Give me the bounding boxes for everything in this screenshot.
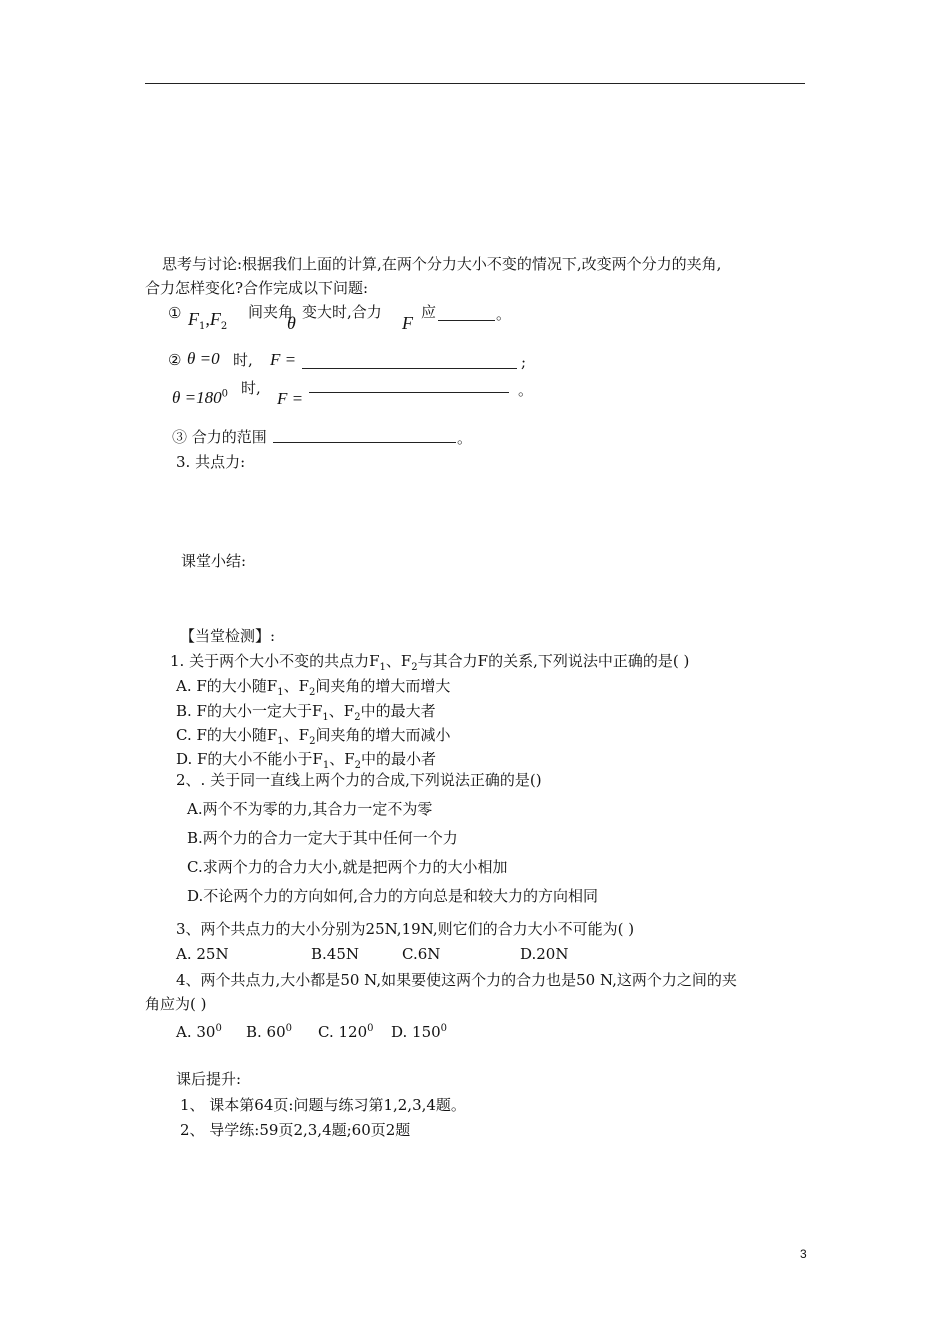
item-2-end: ;	[521, 353, 527, 371]
q1-d-text-2: 、F	[329, 750, 355, 768]
f2-subscript: 2	[220, 321, 228, 333]
f-symbol: F	[402, 313, 413, 333]
test-q1-option-c[interactable]	[176, 725, 450, 752]
test-q1-option-b[interactable]	[176, 701, 436, 728]
q1-c-text-3: 间夹角的增大而减小	[315, 726, 451, 744]
q1-b-sub-2: 2	[354, 712, 361, 723]
q1-c-text-1: C. F的大小随F	[176, 726, 278, 744]
item-1-end: 。	[496, 305, 512, 323]
test-q4-line-1: 4、两个共点力,大小都是50 N,如果要使这两个力的合力也是50 N,这两个力之间的夹	[176, 971, 737, 989]
test-q4-line-2: 角应为( )	[145, 995, 207, 1013]
item-3-text: ③ 合力的范围	[172, 428, 267, 446]
test-heading: 【当堂检测】:	[180, 627, 276, 645]
answer-blank-2[interactable]	[302, 354, 517, 373]
discussion-line-1: 思考与讨论:根据我们上面的计算,在两个分力大小不变的情况下,改变两个分力的夹角,	[162, 255, 722, 273]
comma: ,	[205, 309, 210, 329]
theta-180-expr: θ =180	[172, 388, 222, 407]
test-q1-option-a[interactable]	[176, 676, 450, 703]
item-1-text-2: 变大时,合力	[302, 303, 382, 321]
header-rule	[145, 83, 805, 84]
homework-heading: 课后提升:	[176, 1070, 242, 1088]
f2-symbol: F	[209, 309, 221, 329]
q1-a-text-1: A. F的大小随F	[176, 677, 278, 695]
q4-d-deg: 0	[440, 1023, 448, 1034]
test-q2-option-a[interactable]: A.两个不为零的力,其合力一定不为零	[187, 800, 433, 818]
item-2b-end: 。	[518, 381, 534, 399]
degree-superscript: 0	[221, 388, 228, 400]
q1-c-sub-2: 2	[309, 736, 316, 747]
q1-b-text-3: 中的最大者	[360, 702, 436, 720]
item-3-end: 。	[457, 429, 473, 447]
test-q4-option-a[interactable]	[176, 1019, 222, 1042]
q4-c-deg: 0	[367, 1023, 374, 1034]
q1-a-text-2: 、F	[283, 677, 309, 695]
q1-stem-a: 1. 关于两个大小不变的共点力F	[170, 652, 380, 670]
answer-blank-1[interactable]	[438, 306, 495, 325]
q4-c-text: C. 120	[318, 1023, 368, 1041]
class-summary-heading: 课堂小结:	[181, 552, 247, 570]
test-q3-option-d[interactable]: D.20N	[520, 945, 569, 963]
q1-b-text-1: B. F的大小一定大于F	[176, 702, 323, 720]
discussion-line-2: 合力怎样变化?合作完成以下问题:	[145, 279, 369, 297]
test-q2-option-b[interactable]: B.两个力的合力一定大于其中任何一个力	[187, 829, 458, 847]
q1-d-sub-1: 1	[322, 760, 330, 771]
f1-symbol: F	[188, 309, 199, 329]
f-equals-1: F =	[270, 350, 297, 369]
item-2-text: 时,	[233, 351, 253, 369]
f1-subscript: 1	[199, 321, 206, 333]
test-q3-option-b[interactable]: B.45N	[311, 945, 360, 963]
q4-d-text: D. 150	[391, 1023, 441, 1041]
homework-item-1: 1、 课本第64页:问题与练习第1,2,3,4题。	[180, 1096, 466, 1114]
answer-blank-3[interactable]	[309, 378, 509, 397]
q1-c-text-2: 、F	[283, 726, 310, 744]
q1-d-sub-2: 2	[354, 760, 362, 771]
test-q1-stem	[170, 651, 689, 678]
test-q2-option-d[interactable]: D.不论两个力的方向如何,合力的方向总是和较大力的方向相同	[187, 887, 599, 905]
q1-a-sub-2: 2	[308, 687, 316, 698]
q1-stem-c: 与其合力F的关系,下列说法中正确的是( )	[417, 652, 690, 670]
test-q2-option-c[interactable]: C.求两个力的合力大小,就是把两个力的大小相加	[187, 858, 508, 876]
test-q4-option-d[interactable]	[391, 1019, 447, 1042]
item-1	[168, 303, 181, 323]
page-number: 3	[800, 1247, 807, 1261]
homework-item-2: 2、 导学练:59页2,3,4题;60页2题	[180, 1121, 411, 1139]
item-2-number: ②	[168, 351, 182, 369]
q1-b-sub-1: 1	[322, 712, 329, 723]
q1-d-text-1: D. F的大小不能小于F	[176, 750, 323, 768]
theta-180	[172, 388, 228, 408]
q4-a-deg: 0	[215, 1023, 222, 1034]
test-q4-option-b[interactable]	[246, 1019, 292, 1042]
q1-d-text-3: 中的最小者	[361, 750, 437, 768]
q4-a-text: A. 30	[176, 1023, 216, 1041]
test-q2-stem: 2、. 关于同一直线上两个力的合成,下列说法正确的是()	[176, 771, 542, 789]
q1-sub-2: 2	[411, 662, 418, 673]
item-1-text-3: 应	[421, 303, 437, 321]
test-q4-option-c[interactable]	[318, 1019, 373, 1042]
item-1-number: ①	[168, 304, 182, 322]
q1-b-text-2: 、F	[328, 702, 355, 720]
q4-b-text: B. 60	[246, 1023, 286, 1041]
q4-b-deg: 0	[285, 1023, 293, 1034]
f-equals-2: F =	[277, 389, 304, 408]
q1-c-sub-1: 1	[277, 736, 284, 747]
item-1-forces	[188, 309, 227, 332]
q1-a-text-3: 间夹角的增大而增大	[315, 677, 451, 695]
test-q3-stem: 3、两个共点力的大小分别为25N,19N,则它们的合力大小不可能为( )	[176, 920, 635, 938]
item-1-text-1: 间夹角	[248, 303, 294, 321]
q1-sub-1: 1	[379, 662, 386, 673]
theta-zero: θ =0	[187, 349, 220, 368]
concurrent-force-heading: 3. 共点力:	[176, 453, 246, 471]
test-q3-option-c[interactable]: C.6N	[402, 945, 441, 963]
answer-blank-4[interactable]	[273, 428, 456, 447]
theta-symbol: θ	[287, 313, 296, 333]
q1-a-sub-1: 1	[277, 687, 284, 698]
item-2b-text: 时,	[241, 379, 261, 397]
q1-stem-b: 、F	[385, 652, 412, 670]
test-q3-option-a[interactable]: A. 25N	[176, 945, 229, 963]
